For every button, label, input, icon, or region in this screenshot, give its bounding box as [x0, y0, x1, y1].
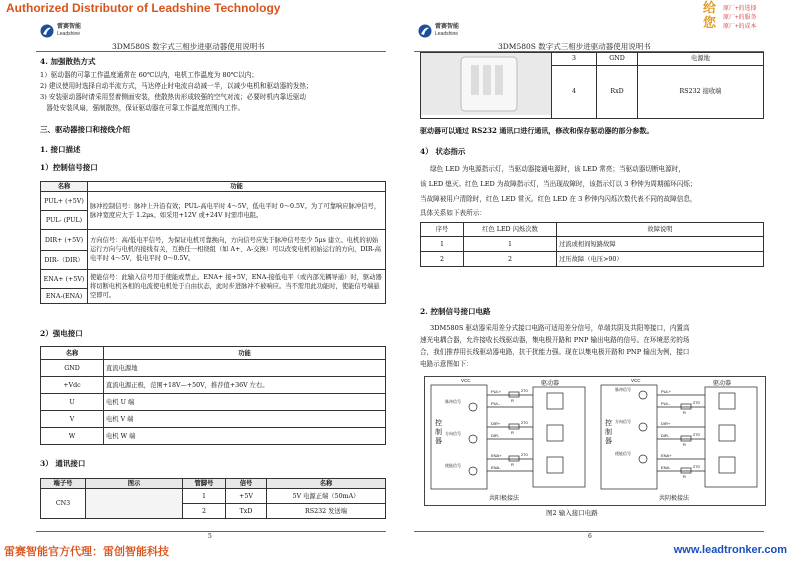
vcc-label-left: VCC — [461, 378, 471, 383]
signal-name: ENA-(ENA) — [41, 289, 88, 304]
left-header-rule — [36, 51, 386, 52]
sec4-item-3: 3) 安装驱动器时请采用竖着侧面安装，使散热齿形成较强的空气对流；必要时机内靠近驱动 — [40, 93, 307, 101]
resistor-label: R — [511, 430, 514, 435]
footer-agent: 雷赛智能官方代理：雷创智能科技 — [4, 546, 169, 558]
pin-number: 3 — [552, 53, 597, 66]
fault-index: 2 — [421, 252, 464, 267]
sec2-para-4: 电路示意图如下： — [420, 360, 473, 368]
fault-blinks: 1 — [464, 237, 557, 252]
pin-name: 电源地 — [638, 53, 764, 66]
left-footer-rule — [36, 531, 386, 532]
signal-name-pulse: 脉冲信号 — [445, 399, 461, 404]
controller-label-right: 控制器 — [605, 419, 612, 445]
pin-label: ENA- — [661, 465, 671, 470]
pin-label: PUL+ — [491, 389, 502, 394]
status-title: 4） 状态指示 — [420, 147, 466, 156]
connector-photo-icon — [421, 53, 551, 115]
table-row — [41, 270, 386, 289]
brand-line-3: 原厂+的成本 — [723, 24, 757, 30]
sec4-item-2: 2) 建议使用时选择自动半流方式，马达停止时电流自动减一半，以减少电机和驱动器的发热； — [40, 82, 313, 90]
power-table — [40, 346, 386, 445]
caption-common-cathode: 共阴极接法 — [659, 495, 690, 502]
table-row — [421, 53, 764, 66]
driver-label-left: 驱动器 — [541, 380, 560, 387]
brand-name: 给您 — [703, 1, 717, 31]
resistor-value: 270 — [693, 464, 700, 469]
table-header-row — [41, 347, 386, 360]
comm-table-continued — [420, 52, 764, 119]
sec4-item-1: 1）驱动器的可靠工作温度通常在 60℃以内，电机工作温度为 80℃以内； — [40, 71, 258, 79]
resistor-value: 270 — [693, 400, 700, 405]
table-header: 信号 — [226, 479, 267, 489]
fault-blinks: 2 — [464, 252, 557, 267]
connector-photo — [421, 53, 552, 119]
power-subtitle: 2）强电接口 — [40, 329, 83, 338]
sec3-title: 三、驱动器接口和接线介绍 — [40, 125, 130, 134]
driver-label-right: 驱动器 — [713, 380, 732, 387]
pin-number: 2 — [183, 504, 226, 519]
logo-en: Leadshine — [435, 31, 459, 37]
pin-label: DIR+ — [491, 421, 501, 426]
table-row — [41, 360, 386, 377]
pin-label: DIR+ — [661, 421, 671, 426]
logo-en: Leadshine — [57, 31, 81, 37]
table-header: 序号 — [421, 223, 464, 237]
table-row — [41, 394, 386, 411]
pin-signal: +5V — [226, 489, 267, 504]
signal-name: PUL- (PUL) — [41, 211, 88, 230]
resistor-value: 270 — [521, 388, 528, 393]
pin-name: W — [41, 428, 104, 445]
sec2-para-2: 速光电耦合器，允许接收长线驱动器，集电极开路和 PNP 输出电路的信号。在环境恶劣的场 — [420, 336, 690, 344]
sec2-para-3: 合，我们推荐用长线驱动器电路，抗干扰能力强。现在以集电极开路和 PNP 输出为例，接口 — [420, 348, 690, 356]
table-row — [41, 411, 386, 428]
controller-label-left: 控制器 — [435, 419, 442, 445]
table-row — [41, 428, 386, 445]
pin-label: PUL+ — [661, 389, 672, 394]
pin-desc: 直流电源正极，范围+18V—+50V，推荐值+36V 左右。 — [104, 377, 386, 394]
table-row — [421, 237, 764, 252]
pin-label: ENA+ — [491, 453, 502, 458]
leadshine-logo — [418, 24, 459, 38]
fault-table — [420, 222, 764, 267]
table-header: 名称 — [41, 347, 104, 360]
logo-cn: 雷赛智能 — [57, 24, 82, 30]
pin-name: +Vdc — [41, 377, 104, 394]
pin-name: V — [41, 411, 104, 428]
resistor-label: R — [511, 398, 514, 403]
pin-name: GND — [41, 360, 104, 377]
status-para-2: 该 LED 熄灭。红色 LED 为故障指示灯，当出现故障时，该指示灯以 3 秒钟为周期循环闪烁； — [420, 180, 697, 188]
distributor-banner: Authorized Distributor of Leadshine Technology — [6, 1, 281, 15]
pin-signal: RxD — [597, 65, 638, 118]
leadshine-logo-icon — [418, 24, 432, 38]
terminal-id: CN3 — [41, 489, 86, 519]
signal-name: DIR-（DIR） — [41, 251, 88, 270]
signal-name: ENA+ (+5V) — [41, 270, 88, 289]
pin-number: 4 — [552, 65, 597, 118]
table-header: 图示 — [86, 479, 183, 489]
table-header-row — [421, 223, 764, 237]
signal-name-enable: 使能信号 — [445, 463, 461, 468]
pin-desc: 电机 U 端 — [104, 394, 386, 411]
pin-number: 1 — [183, 489, 226, 504]
left-doc-title: 3DM580S 数字式三相步进驱动器使用说明书 — [112, 42, 265, 51]
pin-desc: 电机 W 端 — [104, 428, 386, 445]
table-header-row — [41, 182, 386, 192]
circuit-svg — [425, 377, 765, 505]
brand-line-1: 原厂+的选择 — [723, 6, 757, 12]
figure-caption: 图2 输入接口电路 — [546, 509, 598, 517]
table-header: 红色 LED 闪烁次数 — [464, 223, 557, 237]
ctrl-signal-table — [40, 181, 386, 304]
pin-label: DIR- — [491, 433, 500, 438]
sec4-item-4: 器处安装风扇，强制散热，保证驱动器在可靠工作温度范围内工作。 — [40, 104, 245, 112]
signal-desc: 使能信号：此输入信号用于使能或禁止。ENA+ 接+5V，ENA-接低电平（或内部光耦导通）时，驱动器将切断电机各相的电流使电机处于自由状态，此时步进脉冲不被响应。当不需用此功能时，使能信号端悬空即可。 — [88, 270, 386, 304]
interface-circuit-diagram — [424, 376, 766, 506]
footer-website-link[interactable]: www.leadtronker.com — [673, 544, 787, 556]
signal-desc: 方向信号：高/低电平信号，为保证电机可靠换向，方向信号应先于脉冲信号至少 5μs 建立。电机的初始运行方向与电机的接线有关，互换任一相绕组（如 A+、A-交换）可以改变电机初始运行的方向，DIR-高电平时 4～5V，低电平时 0～0.5V。 — [88, 230, 386, 270]
rs232-note: 驱动器可以通过 RS232 通讯口进行通讯，修改和保存驱动器的部分参数。 — [420, 126, 654, 135]
table-row — [421, 252, 764, 267]
fault-desc: 过压故障（电压>90） — [557, 252, 764, 267]
table-header-row — [41, 479, 386, 489]
signal-name: PUL+ (+5V) — [41, 192, 88, 211]
pin-name: RS232 发送端 — [267, 504, 386, 519]
leadshine-logo-icon — [40, 24, 54, 38]
table-header: 名称 — [41, 182, 88, 192]
sec2-para-1: 3DM580S 驱动器采用差分式接口电路可适用差分信号，单端共阴及共阳等接口，内置高 — [430, 324, 690, 332]
right-page-number: 6 — [588, 533, 592, 540]
table-row — [41, 230, 386, 251]
pin-signal: TxD — [226, 504, 267, 519]
vcc-label-right: VCC — [631, 378, 641, 383]
resistor-label: R — [683, 410, 686, 415]
pin-name: RS232 接收端 — [638, 65, 764, 118]
signal-name: DIR+ (+5V) — [41, 230, 88, 251]
status-para-3: 当故障被用户清除时，红色 LED 常灭。红色 LED 在 3 秒钟内闪烁次数代表不同的故障信息， — [420, 195, 697, 203]
signal-name-direction: 方向信号 — [445, 431, 461, 436]
table-header: 端子号 — [41, 479, 86, 489]
fault-index: 1 — [421, 237, 464, 252]
leadshine-logo — [40, 24, 81, 38]
pin-label: PUL- — [491, 401, 501, 406]
table-row — [41, 489, 386, 504]
table-header: 功能 — [104, 347, 386, 360]
caption-common-anode: 共阳极接法 — [489, 495, 520, 502]
brand-badge — [703, 1, 789, 35]
pin-label: DIR- — [661, 433, 670, 438]
resistor-label: R — [511, 462, 514, 467]
pin-signal: GND — [597, 53, 638, 66]
sec4-title: 4. 加强散热方式 — [40, 57, 96, 66]
pin-label: PUL- — [661, 401, 671, 406]
resistor-label: R — [683, 442, 686, 447]
pin-desc: 直流电源地 — [104, 360, 386, 377]
signal-name-enable: 使能信号 — [615, 451, 631, 456]
table-header: 故障说明 — [557, 223, 764, 237]
ctrl-signal-subtitle: 1）控制信号接口 — [40, 163, 98, 172]
left-page-number: 5 — [208, 533, 212, 540]
status-para-1: 绿色 LED 为电源指示灯，当驱动器接通电源时，该 LED 常亮；当驱动器切断电源时， — [430, 165, 685, 173]
status-para-4: 具体关系如下表所示： — [420, 209, 486, 217]
pin-label: ENA+ — [661, 453, 672, 458]
fault-desc: 过流或相间短路故障 — [557, 237, 764, 252]
resistor-value: 270 — [521, 420, 528, 425]
table-header: 功能 — [88, 182, 386, 192]
pin-label: ENA- — [491, 465, 501, 470]
brand-line-2: 原厂+的服务 — [723, 15, 757, 21]
connector-image — [86, 489, 183, 519]
pin-name: U — [41, 394, 104, 411]
comm-table — [40, 478, 386, 519]
logo-cn: 雷赛智能 — [435, 24, 460, 30]
pin-name: 5V 电源正端（50mA） — [267, 489, 386, 504]
resistor-value: 270 — [693, 432, 700, 437]
signal-name-pulse: 脉冲信号 — [615, 387, 631, 392]
right-doc-title: 3DM580S 数字式三相步进驱动器使用说明书 — [498, 42, 651, 51]
table-row — [41, 377, 386, 394]
signal-desc: 脉冲控制信号：脉冲上升沿有效；PUL-高电平时 4～5V，低电平时 0～0.5V。为了可靠响应脉冲信号，脉冲宽度应大于 1.2μs。如采用+12V 或+24V 时需串电阻。 — [88, 192, 386, 230]
table-header: 名称 — [267, 479, 386, 489]
table-row — [41, 192, 386, 211]
pin-desc: 电机 V 端 — [104, 411, 386, 428]
resistor-value: 270 — [521, 452, 528, 457]
resistor-label: R — [683, 474, 686, 479]
sec2-title: 2. 控制信号接口电路 — [420, 307, 491, 316]
comm-subtitle: 3） 通讯接口 — [40, 459, 86, 468]
sec3-1-title: 1. 接口描述 — [40, 145, 81, 154]
right-footer-rule — [414, 531, 764, 532]
signal-name-direction: 方向信号 — [615, 419, 631, 424]
table-header: 管脚号 — [183, 479, 226, 489]
